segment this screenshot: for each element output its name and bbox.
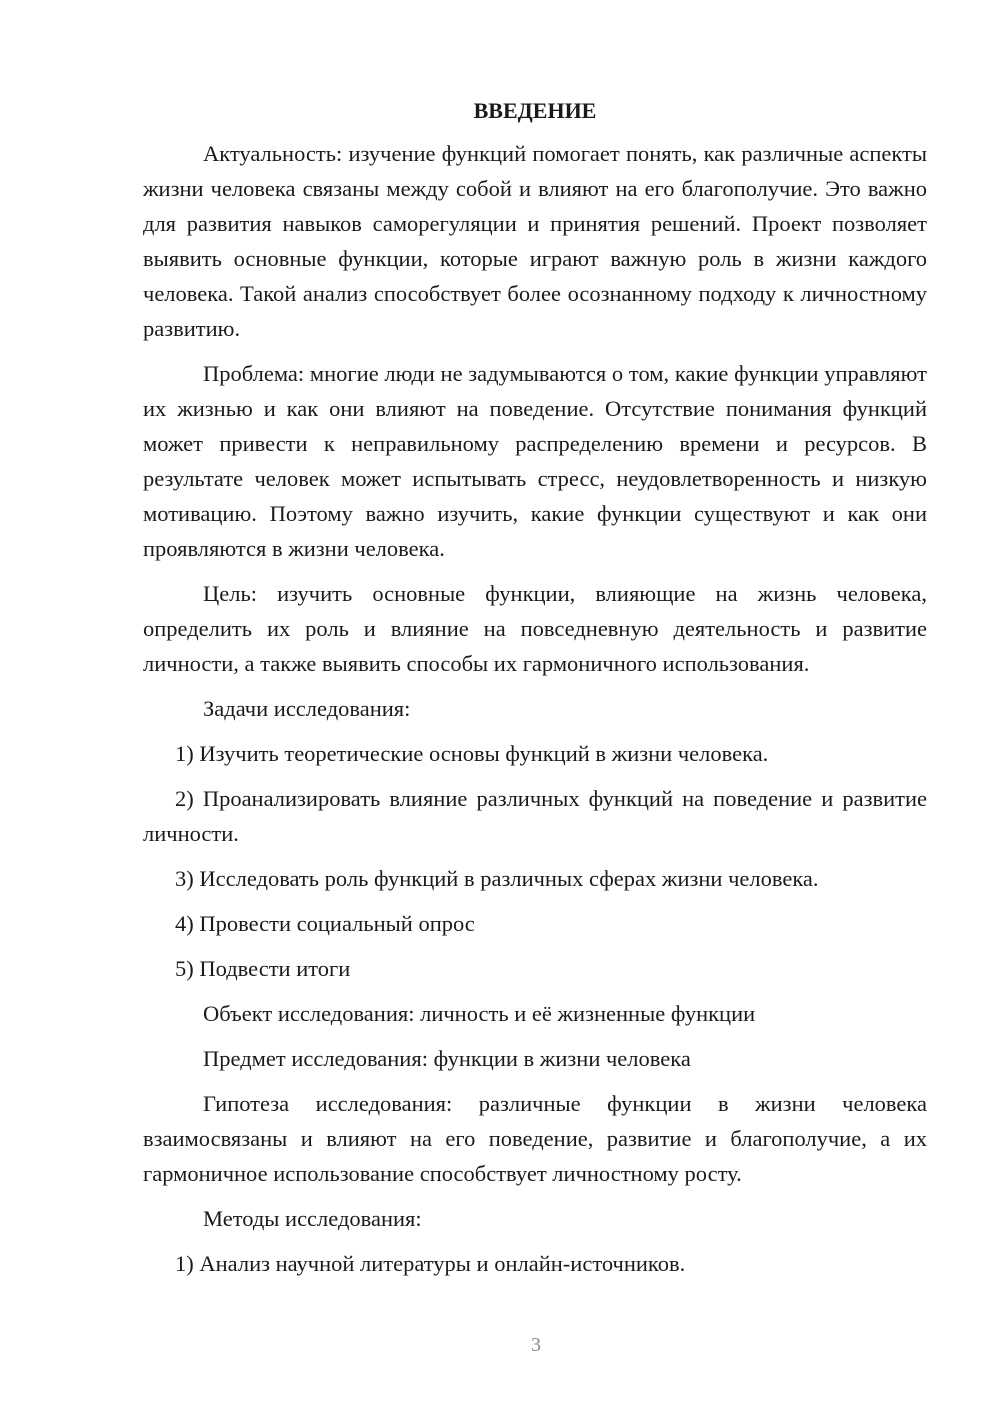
- methods-label: Методы исследования:: [203, 1206, 422, 1231]
- subject-line: Предмет исследования: функции в жизни человека: [203, 1046, 691, 1071]
- task-item: 2) Проанализировать влияние различных функций на поведение и развитие личности.: [143, 786, 927, 846]
- task-item: 4) Провести социальный опрос: [175, 911, 475, 936]
- object-line: Объект исследования: личность и её жизненные функции: [203, 1001, 756, 1026]
- method-item: 1) Анализ научной литературы и онлайн-источников.: [175, 1251, 686, 1276]
- task-item: 1) Изучить теоретические основы функций в жизни человека.: [175, 741, 769, 766]
- document-page: [143, 96, 927, 1291]
- task-item: 5) Подвести итоги: [175, 956, 351, 981]
- page-number: 3: [531, 1334, 541, 1356]
- relevance-paragraph: Актуальность: изучение функций помогает понять, как различные аспекты жизни человека связаны между собой и влияют на его благополучие. Это важно для развития навыков саморегуляции и принятия решений. Проект позволяет выявить основные функции, которые играют важную роль в жизни каждого человека. Такой анализ способствует более осознанному подходу к личностному развитию.: [143, 141, 927, 341]
- task-item: 3) Исследовать роль функций в различных сферах жизни человека.: [175, 866, 819, 891]
- goal-paragraph: Цель: изучить основные функции, влияющие на жизнь человека, определить их роль и влияние на повседневную деятельность и развитие личности, а также выявить способы их гармоничного использования.: [143, 581, 927, 676]
- tasks-label: Задачи исследования:: [203, 696, 411, 721]
- hypothesis-paragraph: Гипотеза исследования: различные функции в жизни человека взаимосвязаны и влияют на его поведение, развитие и благополучие, а их гармоничное использование способствует личностному росту.: [143, 1091, 927, 1186]
- problem-paragraph: Проблема: многие люди не задумываются о том, какие функции управляют их жизнью и как они влияют на поведение. Отсутствие понимания функций может привести к неправильному распределению времени и ресурсов. В результате человек может испытывать стресс, неудовлетворенность и низкую мотивацию. Поэтому важно изучить, какие функции существуют и как они проявляются в жизни человека.: [143, 361, 927, 561]
- section-heading: ВВЕДЕНИЕ: [473, 98, 597, 123]
